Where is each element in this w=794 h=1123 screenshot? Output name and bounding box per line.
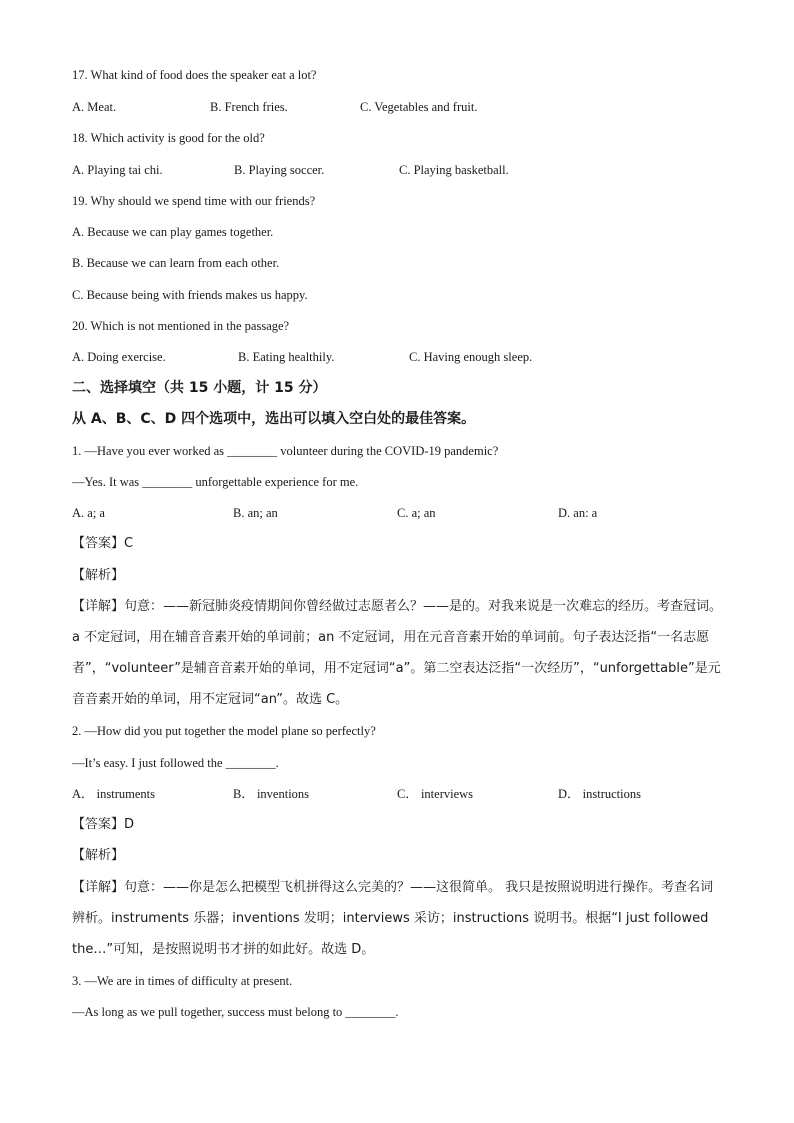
problem-1-line-2: —Yes. It was ________ unforgettable experience for me. bbox=[72, 475, 359, 489]
question-17-option-a: A. Meat. bbox=[72, 100, 117, 114]
problem-1-answer: 【答案】C bbox=[72, 536, 134, 551]
question-17-stem: 17. What kind of food does the speaker eat a lot? bbox=[72, 68, 317, 82]
problem-1-option-b: B. an; an bbox=[233, 506, 278, 520]
problem-2-analysis-label: 【解析】 bbox=[72, 848, 125, 863]
problem-1-line-1: 1. —Have you ever worked as ________ volunteer during the COVID-19 pandemic? bbox=[72, 444, 499, 458]
problem-1-option-d: D. an: a bbox=[558, 506, 598, 520]
problem-1-analysis-label: 【解析】 bbox=[72, 568, 125, 583]
question-18-stem: 18. Which activity is good for the old? bbox=[72, 131, 265, 145]
problem-1-option-c: C. a; an bbox=[397, 506, 436, 520]
question-19-option-b: B. Because we can learn from each other. bbox=[72, 256, 280, 270]
problem-3-line-2: —As long as we pull together, success must belong to ________. bbox=[72, 1005, 399, 1019]
problem-1-option-a: A. a; a bbox=[72, 506, 105, 520]
question-20-option-c: C. Having enough sleep. bbox=[409, 350, 533, 364]
question-18-option-c: C. Playing basketball. bbox=[399, 163, 509, 177]
question-19-stem: 19. Why should we spend time with our friends? bbox=[72, 194, 316, 208]
question-19-option-a: A. Because we can play games together. bbox=[72, 225, 274, 239]
problem-2-option-c: C． interviews bbox=[397, 787, 474, 801]
question-20-option-b: B. Eating healthily. bbox=[238, 350, 335, 364]
section-title: 二、选择填空（共 15 小题，计 15 分） bbox=[72, 380, 327, 396]
question-18-option-b: B. Playing soccer. bbox=[234, 163, 325, 177]
problem-3-line-1: 3. —We are in times of difficulty at present. bbox=[72, 974, 293, 988]
problem-2-line-2: —It’s easy. I just followed the ________. bbox=[72, 756, 279, 770]
question-18-option-a: A. Playing tai chi. bbox=[72, 163, 163, 177]
question-17-option-b: B. French fries. bbox=[210, 100, 288, 114]
problem-2-option-b: B． inventions bbox=[233, 787, 310, 801]
question-17-option-c: C. Vegetables and fruit. bbox=[360, 100, 478, 114]
problem-2-option-d: D． instructions bbox=[558, 787, 641, 801]
section-instruction: 从 A、B、C、D 四个选项中，选出可以填入空白处的最佳答案。 bbox=[72, 411, 476, 427]
question-19-option-c: C. Because being with friends makes us happy. bbox=[72, 288, 308, 302]
question-20-stem: 20. Which is not mentioned in the passage? bbox=[72, 319, 290, 333]
problem-2-detail: 【详解】句意：——你是怎么把模型飞机拼得这么完美的？——这很简单。 我只是按照说明进行操作。考查名词辨析。instruments 乐器；inventions 发明；interviews 采访；instructions 说明书。根据“I just followed the…”可知，是按照说明书才拼的如此好。故选 D。 bbox=[72, 880, 714, 957]
problem-1-detail: 【详解】句意：——新冠肺炎疫情期间你曾经做过志愿者么？——是的。对我来说是一次难忘的经历。考查冠词。a 不定冠词，用在辅音音素开始的单词前；an 不定冠词，用在元音音素开始的单词前。句子表达泛指“一名志愿者”，“volunteer”是辅音音素开始的单词，用不定冠词“a”。第二空表达泛指“一次经历”，“unforgettable”是元音音素开始的单词，用不定冠词“an”。故选 C。 bbox=[72, 599, 723, 707]
problem-2-option-a: A． instruments bbox=[72, 787, 155, 801]
problem-2-answer: 【答案】D bbox=[72, 817, 135, 832]
question-20-option-a: A. Doing exercise. bbox=[72, 350, 166, 364]
problem-2-line-1: 2. —How did you put together the model plane so perfectly? bbox=[72, 724, 376, 738]
